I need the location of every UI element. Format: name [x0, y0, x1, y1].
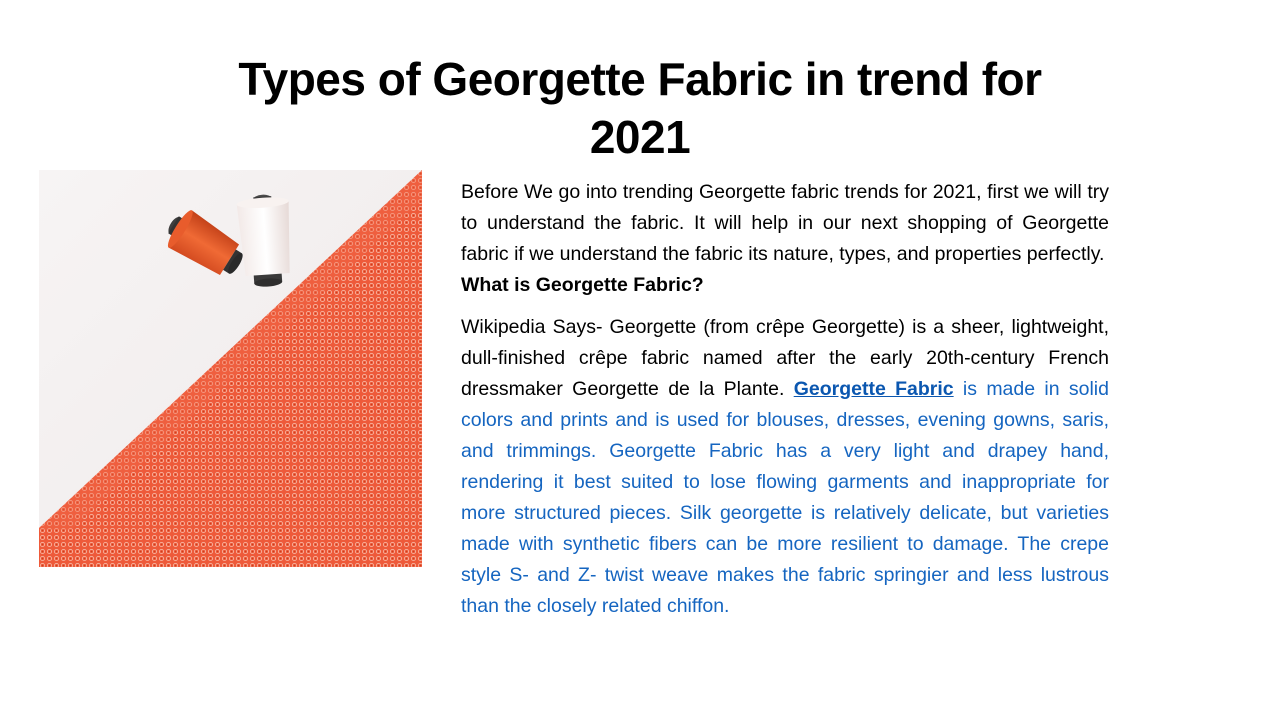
definition-detail-text: is made in solid colors and prints and is used for blouses, dresses, evening gowns, saris, and trimmings. Georgette Fabric has a very light and drapey hand, rendering it best suited to lose flowing garments and inappropriate for more structured pieces. Silk georgette is relatively delicate, but varieties made with synthetic fibers can be more resilient to damage. The crepe style S- and Z- twist weave makes the fabric springier and less lustrous than the closely related chiffon. [461, 378, 1109, 617]
section-heading: What is Georgette Fabric? [461, 274, 704, 296]
georgette-fabric-link[interactable]: Georgette Fabric [793, 378, 954, 400]
text-content [461, 177, 1109, 622]
definition-text: Wikipedia Says- Georgette (from crêpe Georgette) is a sheer, lightweight, dull-finished crêpe fabric named after the early 20th-century French dressmaker Georgette de la Plante. [461, 316, 1109, 400]
intro-text: Before We go into trending Georgette fabric trends for 2021, first we will try to understand the fabric. It will help in our next shopping of Georgette fabric if we understand the fabric its nature, types, and properties perfectly. [461, 181, 1109, 265]
slide-title: Types of Georgette Fabric in trend for 2021 [238, 53, 1042, 163]
definition-paragraph [461, 312, 1109, 622]
georgette-fabric-image [39, 170, 422, 567]
intro-paragraph [461, 177, 1109, 301]
